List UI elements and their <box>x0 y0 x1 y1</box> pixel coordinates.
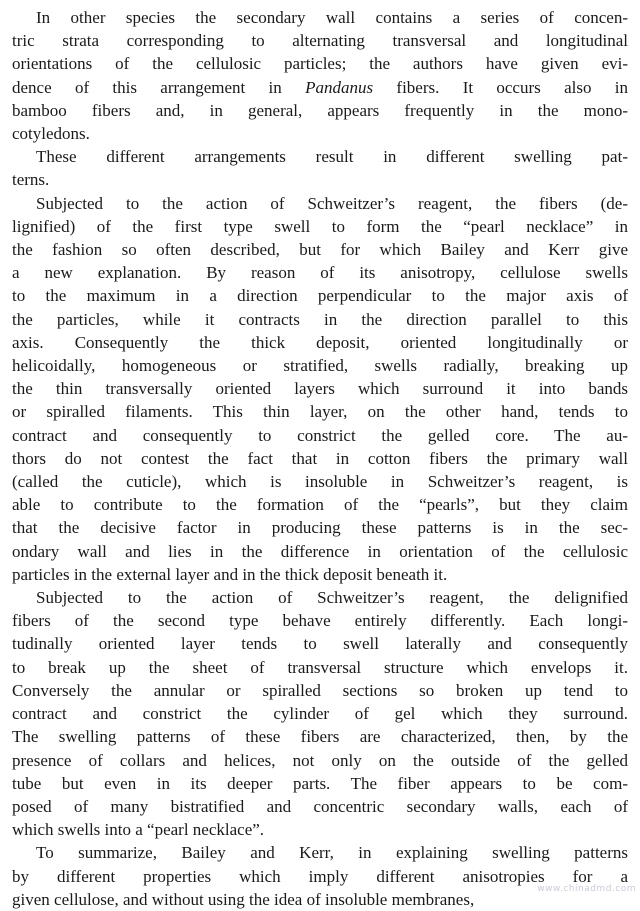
paragraph <box>12 841 628 911</box>
text-line: Subjected to the action of Schweitzer’s reagent, the delignified <box>36 588 628 608</box>
text-line: given cellulose, and without using the idea of insoluble membranes, <box>12 889 475 909</box>
paragraph <box>12 586 628 841</box>
text-line: posed of many bistratified and concentric secondary walls, each of <box>12 796 628 816</box>
text-line: the fashion so often described, but for which Bailey and Kerr give <box>12 240 628 260</box>
text-line: able to contribute to the formation of the “pearls”, but they claim <box>12 495 628 515</box>
text-line: presence of collars and helices, not only on the outside of the gelled <box>12 750 628 770</box>
text-line: orientations of the cellulosic particles; the authors have given evi- <box>12 54 628 74</box>
text-line: contract and constrict the cylinder of gel which they surround. <box>12 704 628 724</box>
text-line: the particles, while it contracts in the direction parallel to this <box>12 309 628 329</box>
text-line: cotyledons. <box>12 124 90 144</box>
text-line: to the maximum in a direction perpendicular to the major axis of <box>12 286 628 306</box>
watermark: www.chinadmd.com <box>537 884 636 894</box>
text-line: contract and consequently to constrict the gelled core. The au- <box>12 425 628 445</box>
text-line: bamboo fibers and, in general, appears frequently in the mono- <box>12 100 628 120</box>
paragraph <box>12 145 628 191</box>
text-line: The swelling patterns of these fibers are characterized, then, by the <box>12 727 628 747</box>
text-line: These different arrangements result in different swelling pat- <box>36 147 628 167</box>
text-line: Conversely the annular or spiralled sections so broken up tend to <box>12 680 628 700</box>
text-line: or spiralled filaments. This thin layer, on the other hand, tends to <box>12 402 628 422</box>
text-line: tube but even in its deeper parts. The fiber appears to be com- <box>12 773 628 793</box>
text-line: helicoidally, homogeneous or stratified, swells radially, breaking up <box>12 356 628 376</box>
text-line: dence of this arrangement in Pandanus fibers. It occurs also in <box>12 77 628 97</box>
text-line: a new explanation. By reason of its anisotropy, cellulose swells <box>12 263 628 283</box>
text-line: Subjected to the action of Schweitzer’s reagent, the fibers (de- <box>36 193 628 213</box>
text-line: by different properties which imply different anisotropies for a <box>12 866 628 886</box>
text-line: In other species the secondary wall contains a series of concen- <box>36 8 628 27</box>
text-line: terns. <box>12 170 50 190</box>
text-line: tric strata corresponding to alternating transversal and longitudinal <box>12 31 628 51</box>
text-line: thors do not contest the fact that in cotton fibers the primary wall <box>12 448 628 468</box>
text-line: axis. Consequently the thick deposit, oriented longitudinally or <box>12 332 628 352</box>
paragraph <box>12 6 628 145</box>
text-line: that the decisive factor in producing these patterns is in the sec- <box>12 518 628 538</box>
paragraph <box>12 192 628 586</box>
text-line: ondary wall and lies in the difference in orientation of the cellulosic <box>12 541 628 561</box>
text-line: lignified) of the first type swell to form the “pearl necklace” in <box>12 216 628 236</box>
text-line: tudinally oriented layer tends to swell laterally and consequently <box>12 634 628 654</box>
text-line: to break up the sheet of transversal structure which envelops it. <box>12 657 628 677</box>
text-line: the thin transversally oriented layers which surround it into bands <box>12 379 628 399</box>
italic-term: Pandanus <box>305 77 374 97</box>
text-line: (called the cuticle), which is insoluble in Schweitzer’s reagent, is <box>12 472 628 492</box>
text-line: fibers of the second type behave entirely differently. Each longi- <box>12 611 628 631</box>
text-line: particles in the external layer and in the thick deposit beneath it. <box>12 564 448 584</box>
text-line: which swells into a “pearl necklace”. <box>12 820 265 840</box>
text-line: To summarize, Bailey and Kerr, in explaining swelling patterns <box>36 843 628 863</box>
